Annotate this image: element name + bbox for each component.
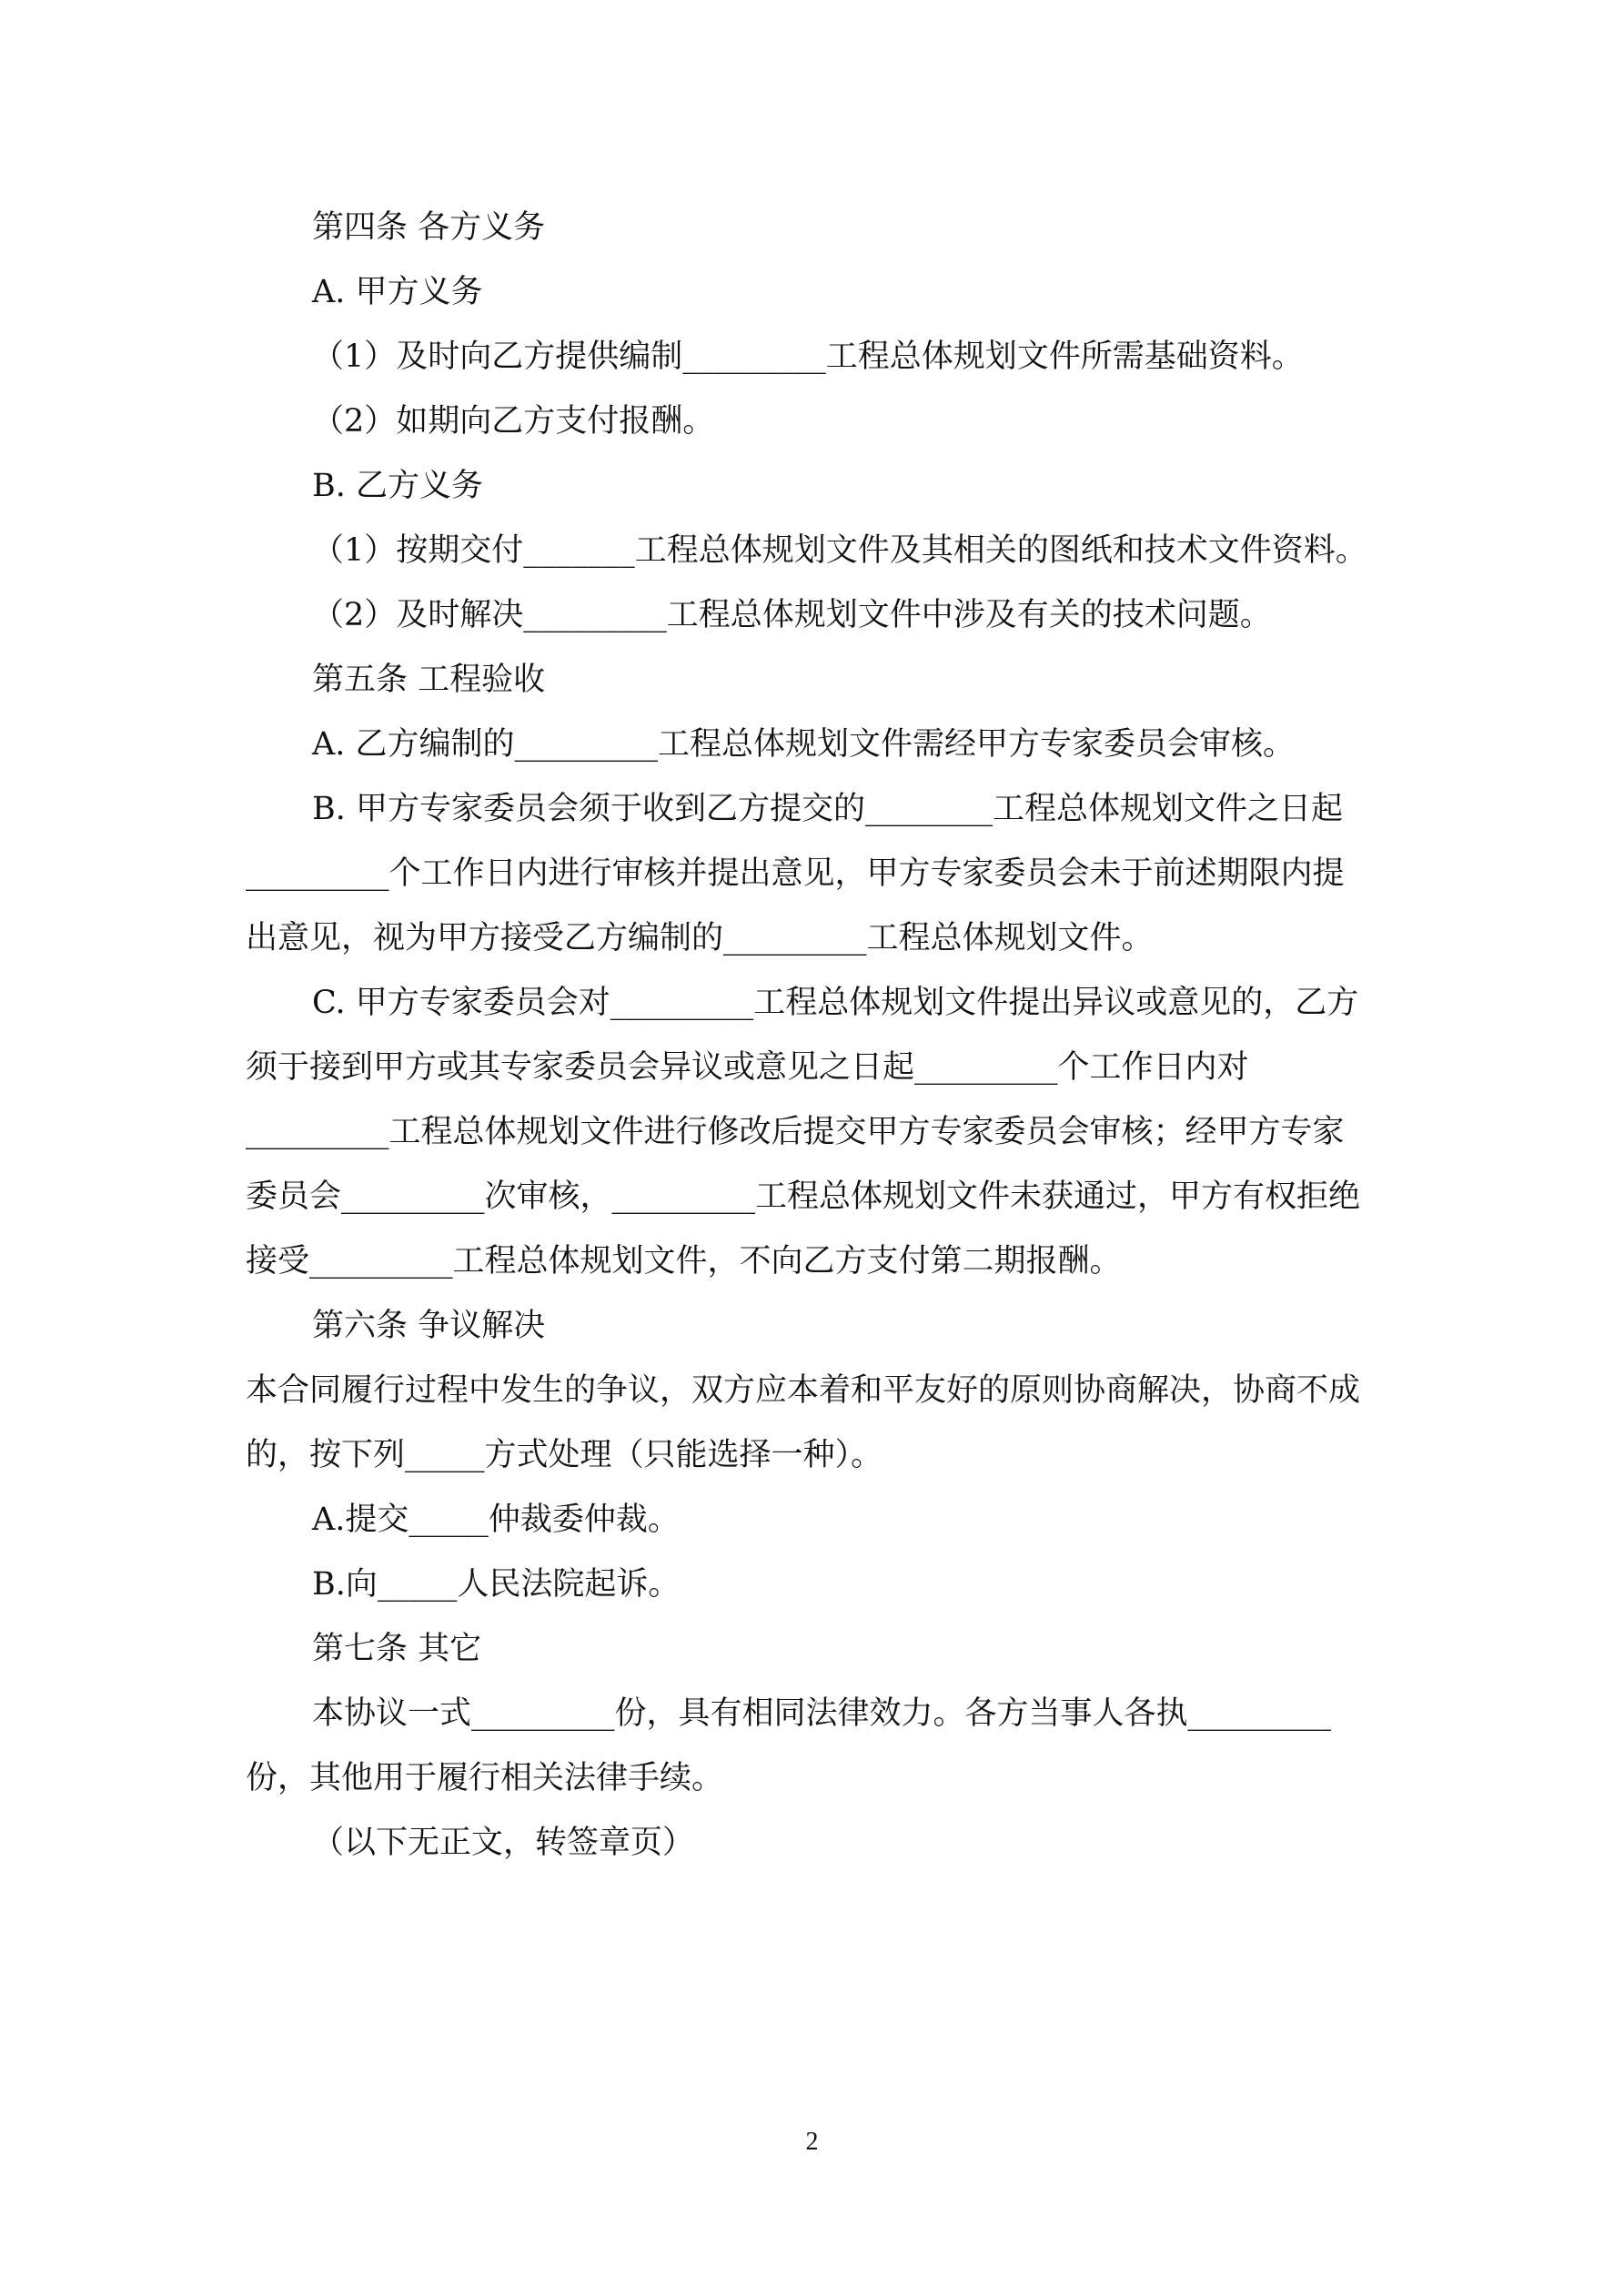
copies-clause-line-1: 本协议一式_________份，具有相同法律效力。各方当事人各执_________ — [312, 1695, 1332, 1732]
dispute-paragraph-line-2: 的，按下列_____方式处理（只能选择一种）。 — [246, 1437, 883, 1473]
acceptance-clause-c-line-3: _________工程总体规划文件进行修改后提交甲方专家委员会审核；经甲方专家 — [246, 1114, 1345, 1150]
acceptance-clause-b-line-2: _________个工作日内进行审核并提出意见，甲方专家委员会未于前述期限内提 — [246, 855, 1345, 892]
party-a-duty-1: （1）及时向乙方提供编制_________工程总体规划文件所需基础资料。 — [312, 339, 1304, 375]
acceptance-clause-c-line-1: C. 甲方专家委员会对_________工程总体规划文件提出异议或意见的，乙方 — [312, 985, 1359, 1021]
end-of-text-note: （以下无正文，转签章页） — [312, 1825, 695, 1861]
copies-clause-line-2: 份，其他用于履行相关法律手续。 — [246, 1760, 724, 1796]
acceptance-clause-c-line-4: 委员会_________次审核，_________工程总体规划文件未获通过，甲方有权拒绝 — [246, 1178, 1361, 1215]
article-6-heading: 第六条 争议解决 — [312, 1308, 546, 1344]
page-number: 2 — [805, 2128, 819, 2156]
acceptance-clause-b-line-1: B. 甲方专家委员会须于收到乙方提交的________工程总体规划文件之日起 — [312, 791, 1343, 827]
acceptance-clause-a: A. 乙方编制的_________工程总体规划文件需经甲方专家委员会审核。 — [312, 726, 1296, 763]
acceptance-clause-c-line-2: 须于接到甲方或其专家委员会异议或意见之日起_________个工作日内对 — [246, 1049, 1249, 1086]
party-a-duties-heading: A. 甲方义务 — [312, 274, 483, 310]
party-b-duties-heading: B. 乙方义务 — [312, 468, 483, 504]
party-a-duty-2: （2）如期向乙方支付报酬。 — [312, 403, 715, 440]
article-5-heading: 第五条 工程验收 — [312, 662, 546, 698]
party-b-duty-2: （2）及时解决_________工程总体规划文件中涉及有关的技术问题。 — [312, 597, 1272, 633]
party-b-duty-1: （1）按期交付_______工程总体规划文件及其相关的图纸和技术文件资料。 — [312, 532, 1367, 569]
article-7-heading: 第七条 其它 — [312, 1631, 482, 1667]
article-4-heading: 第四条 各方义务 — [312, 209, 546, 246]
dispute-option-a: A.提交_____仲裁委仲裁。 — [312, 1502, 680, 1538]
acceptance-clause-c-line-5: 接受_________工程总体规划文件，不向乙方支付第二期报酬。 — [246, 1243, 1122, 1279]
dispute-option-b: B.向_____人民法院起诉。 — [312, 1566, 681, 1603]
dispute-paragraph-line-1: 本合同履行过程中发生的争议，双方应本着和平友好的原则协商解决，协商不成 — [246, 1372, 1361, 1409]
acceptance-clause-b-line-3: 出意见，视为甲方接受乙方编制的_________工程总体规划文件。 — [246, 920, 1154, 956]
